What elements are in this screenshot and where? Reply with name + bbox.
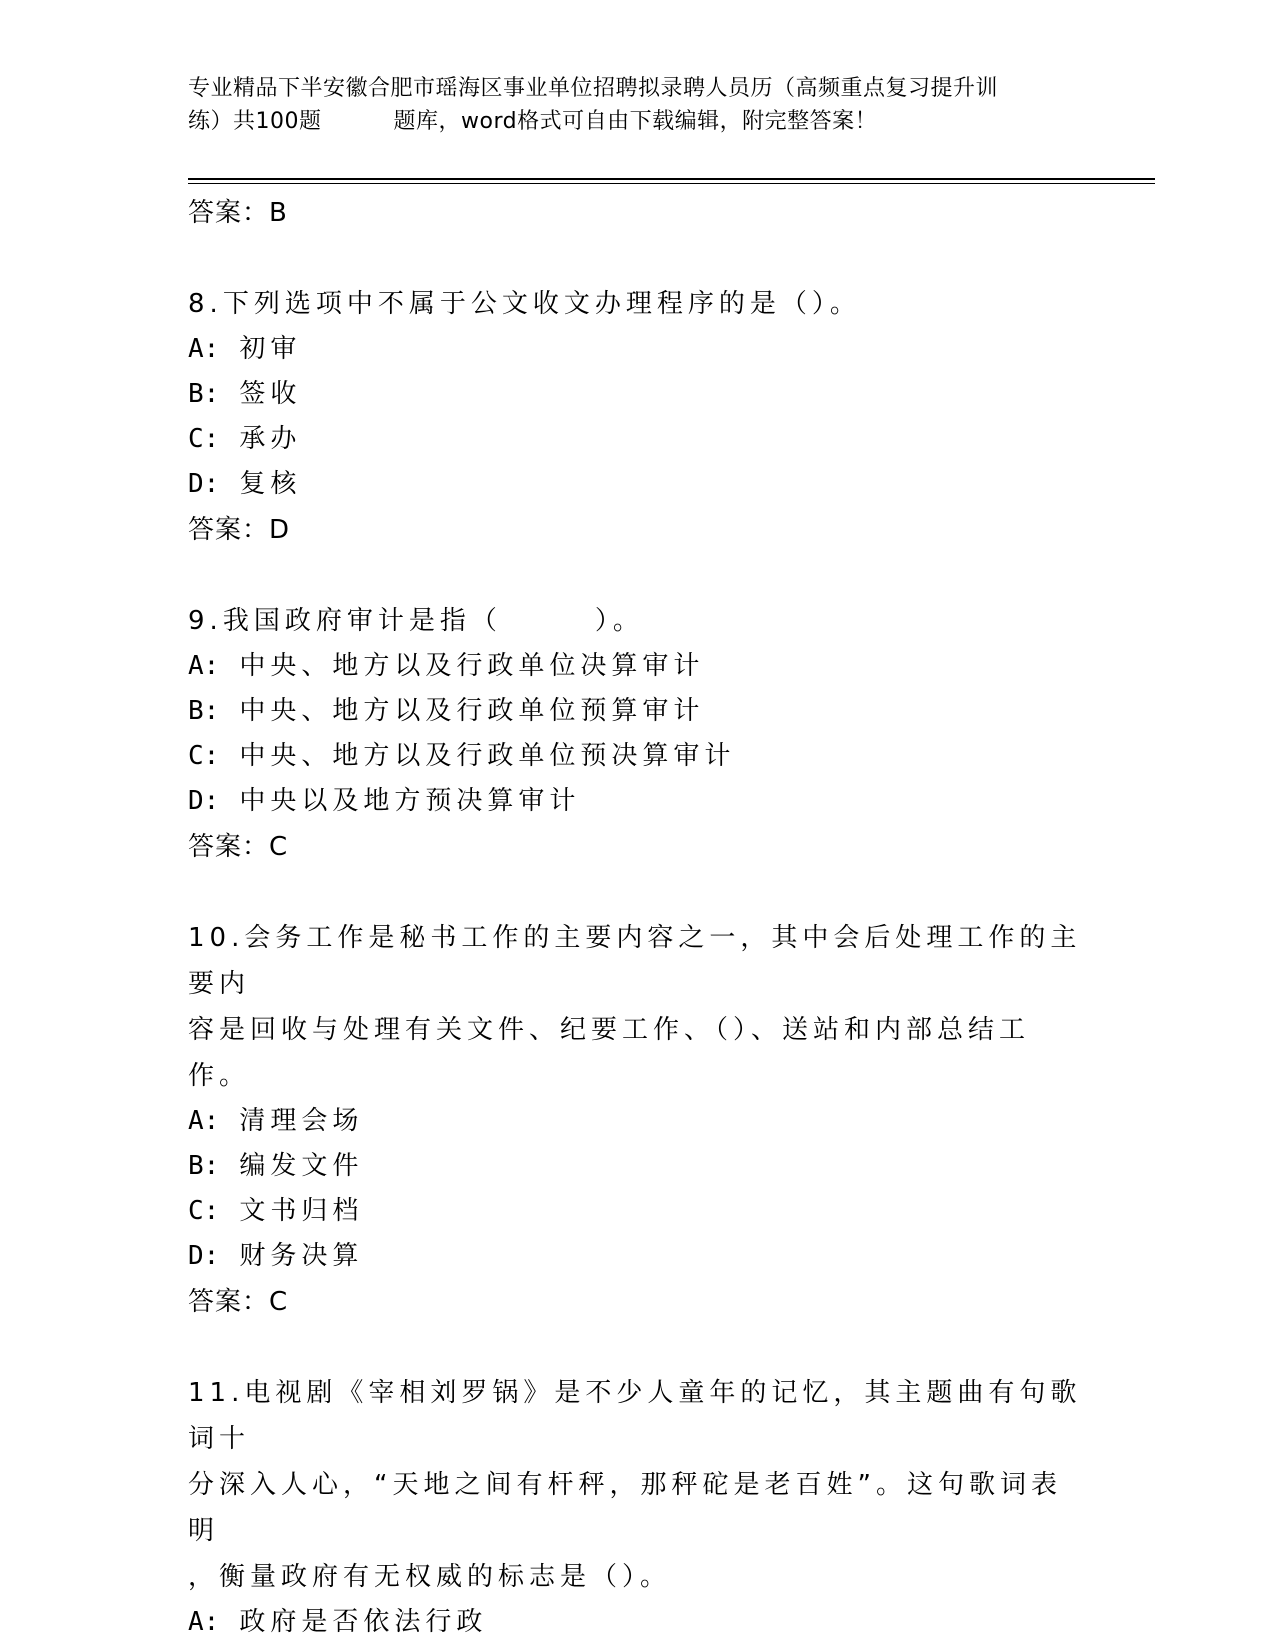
header-line-2 [188,105,1088,138]
option-d: D: 中央以及地方预决算审计 [188,786,581,816]
question-number: 9. [188,606,223,636]
question-10 [188,915,1088,1099]
option-b: B: 中央、地方以及行政单位预算审计 [188,696,705,726]
answer-value: C [269,1287,289,1317]
document-header [188,72,1088,138]
option-a: A: 中央、地方以及行政单位决算审计 [188,651,705,681]
option-b: B: 编发文件 [188,1151,364,1181]
option-a: A: 初审 [188,334,302,364]
question-9 [188,598,1088,644]
question-text-line: 8.下列选项中不属于公文收文办理程序的是（）。 [188,289,861,319]
header-line-2-right: 题库，word格式可自由下载编辑，附完整答案！ [393,109,878,134]
question-text-line: 11.电视剧《宰相刘罗锅》是不少人童年的记忆，其主题曲有句歌词十 [188,1378,1082,1454]
answer-label: 答案： [188,198,270,228]
answer-line [188,824,1088,870]
question-text-line: 9.我国政府审计是指（ ）。 [188,606,644,636]
answer-value: B [269,198,288,228]
question-number: 11. [188,1378,245,1408]
option-d: D: 财务决算 [188,1241,364,1271]
question-number: 8. [188,289,223,319]
option-c: C: 承办 [188,424,302,454]
question-8 [188,281,1088,327]
answer-value: D [269,515,291,545]
answer-label: 答案： [188,515,270,545]
header-divider-thin [188,183,1155,184]
question-11 [188,1370,1088,1600]
question-list [188,190,1088,1645]
question-number: 10. [188,923,245,953]
option-d: D: 复核 [188,469,302,499]
option-a: A: 政府是否依法行政 [188,1607,488,1637]
option-a: A: 清理会场 [188,1106,364,1136]
answer-line [188,507,1088,553]
option-c: C: 文书归档 [188,1196,364,1226]
header-line-1: 专业精品下半安徽合肥市瑶海区事业单位招聘拟录聘人员历（高频重点复习提升训 [188,76,999,101]
answer-value: C [269,832,289,862]
answer-line [188,1279,1088,1325]
answer-line [188,190,1088,236]
option-c: C: 中央、地方以及行政单位预决算审计 [188,741,736,771]
question-text-line: 分深入人心，“天地之间有杆秤，那秤砣是老百姓”。这句歌词表明 [188,1470,1062,1546]
question-text-line: ，衡量政府有无权威的标志是（）。 [188,1562,672,1592]
option-b: B: 签收 [188,379,302,409]
answer-label: 答案： [188,832,270,862]
question-text-line: 容是回收与处理有关文件、纪要工作、（）、送站和内部总结工作。 [188,1015,1031,1091]
question-text-line: 10.会务工作是秘书工作的主要内容之一，其中会后处理工作的主要内 [188,923,1082,999]
header-divider-thick [188,178,1155,180]
header-line-2-left: 练）共100题 [188,109,322,134]
answer-label: 答案： [188,1287,270,1317]
